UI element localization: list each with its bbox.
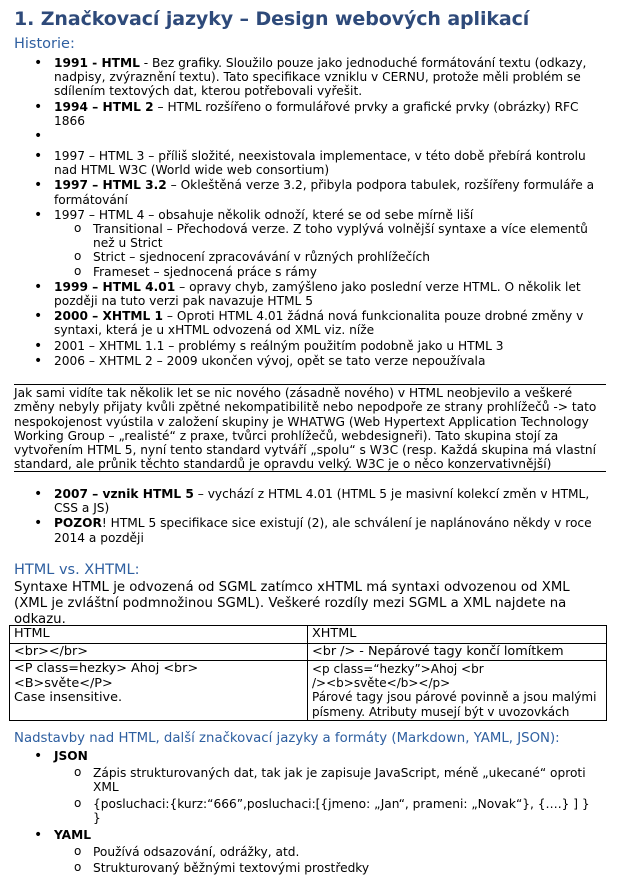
table-row: [10, 661, 607, 721]
historie-list: [0, 56, 600, 368]
paragraph-top-rule: [14, 384, 606, 385]
nadstavby-list: [0, 749, 600, 876]
html-vs-xhtml-paragraph: Syntaxe HTML je odvozená od SGML zatímco xHTML má syntaxi odvozenou od XML (XML je zvláštní podmnožinou SGML). Veškeré rozdíly mezi SGML a XML najdete na odkazu.: [14, 580, 570, 627]
table-header-row: [10, 626, 607, 644]
list-item: • 1997 – HTML 3 – příliš složité, neexistovala implementace, v této době přebírá kontrolu nad HTML W3C (World wide web consortium): [0, 149, 600, 177]
table-cell: [10, 661, 308, 721]
sub-list-item: o Frameset – sjednocená práce s rámy: [0, 265, 600, 279]
html-vs-xhtml-heading: HTML vs. XHTML:: [14, 562, 140, 578]
table-row: [10, 643, 607, 661]
list-item: • 1997 – HTML 3.2 – Okleštěná verze 3.2, přibyla podpora tabulek, rozšířeny formuláře a formátování: [0, 178, 600, 206]
list-item: • 2001 – XHTML 1.1 – problémy s reálným použitím podobně jako u HTML 3: [0, 339, 600, 353]
sub-list-item: o Strict – sjednocení zpracovávání v různých prohlížečích: [0, 250, 600, 264]
cell-line: <P class=hezky> Ahoj <br>: [14, 661, 199, 676]
table-cell: <br /> - Nepárové tagy končí lomítkem: [308, 643, 607, 661]
list-item: • 2000 – XHTML 1 – Oproti HTML 4.01 žádná nová funkcionalita pouze drobné změny v syntaxi, která je u xHTML odvozená od XML viz. níže: [0, 309, 600, 337]
list-item: • 2007 – vznik HTML 5 – vychází z HTML 4.01 (HTML 5 je masivní kolekcí změn v HTML, CSS a JS): [0, 487, 600, 515]
cell-line: <B>světe</P>: [14, 675, 113, 691]
list-item: • 2006 – XHTML 2 – 2009 ukončen vývoj, opět se tato verze nepoužívala: [0, 354, 600, 368]
sub-list-item: o Používá odsazování, odrážky, atd.: [0, 845, 600, 859]
table-cell: [308, 661, 607, 721]
historie-heading: Historie:: [14, 36, 75, 52]
list-item: • YAML: [0, 828, 600, 842]
list-item: • 1994 – HTML 2 – HTML rozšířeno o formulářové prvky a grafické prvky (obrázky) RFC 1866: [0, 100, 600, 128]
html5-list: [0, 487, 600, 545]
list-item: • 1997 – HTML 4 – obsahuje několik odnoží, které se od sebe mírně liší: [0, 208, 600, 222]
paragraph-bottom-rule: [14, 471, 606, 472]
table-cell: <br></br>: [10, 643, 308, 661]
list-item: • JSON: [0, 749, 600, 763]
whatwg-paragraph: Jak sami vidíte tak několik let se nic nového (zásadně nového) v HTML neobjevilo a veškeré změny nebyly přijaty kvůli zpětné nekompatibilitě nebo nepodpoře ze strany prohlížečů -> tato nespokojenost vyústila v založení skupiny je WHATWG (Web Hypertext Application Technology Working Group – „realisté“ z praxe, tvůrci prohlížečů, webdesigneři). Tato skupina stojí za vytvořením HTML 5, nyní tento standard vytváří „spolu“ s W3C (resp. Každá skupina má vlastní standard, ale průnik těchto standardů je opravdu velký. W3C je o něco konzervativnější): [14, 386, 597, 472]
list-item: • POZOR! HTML 5 specifikace sice existují (2), ale schválení je naplánováno někdy v roce 2014 a později: [0, 516, 600, 544]
sub-list-item: o Transitional – Přechodová verze. Z toho vyplývá volnější syntaxe a více elementů než u Strict: [0, 222, 600, 250]
cell-line: Párové tagy jsou párové povinně a jsou malými písmeny. Atributy musejí být v uvozovkách: [312, 690, 597, 719]
comparison-table: [9, 625, 607, 721]
list-item: • 1999 – HTML 4.01 – opravy chyb, zamýšleno jako poslední verze HTML. O několik let později na tuto verzi pak navazuje HTML 5: [0, 280, 600, 308]
page-title: 1. Značkovací jazyky – Design webových aplikací: [14, 8, 530, 30]
nadstavby-heading: Nadstavby nad HTML, další značkovací jazyky a formáty (Markdown, YAML, JSON):: [14, 731, 560, 746]
list-item-empty: [0, 129, 600, 143]
cell-line: <p class=“hezky”>Ahoj <br: [312, 662, 484, 676]
cell-line: /><b>světe</b></p>: [312, 676, 451, 691]
cell-line: Case insensitive.: [14, 690, 123, 705]
sub-list-item: o Strukturovaný běžnými textovými prostředky: [0, 861, 600, 875]
sub-list-item: o {posluchaci:{kurz:“666”,posluchaci:[{jmeno: „Jan“, prameni: „Novak“}, {….} ] } }: [0, 797, 600, 825]
sub-list-item: o Zápis strukturovaných dat, tak jak je zapisuje JavaScript, méně „ukecané“ oproti XML: [0, 766, 600, 794]
table-header-html: HTML: [10, 626, 308, 644]
list-item: • 1991 - HTML - Bez grafiky. Sloužilo pouze jako jednoduché formátování textu (odkazy, nadpisy, zvýraznění textu). Tato specifikace vzniklu v CERNU, protože měli problém se sdílením textových dat, kterou potřebovali vyřešit.: [0, 56, 600, 99]
table-header-xhtml: XHTML: [308, 626, 607, 644]
